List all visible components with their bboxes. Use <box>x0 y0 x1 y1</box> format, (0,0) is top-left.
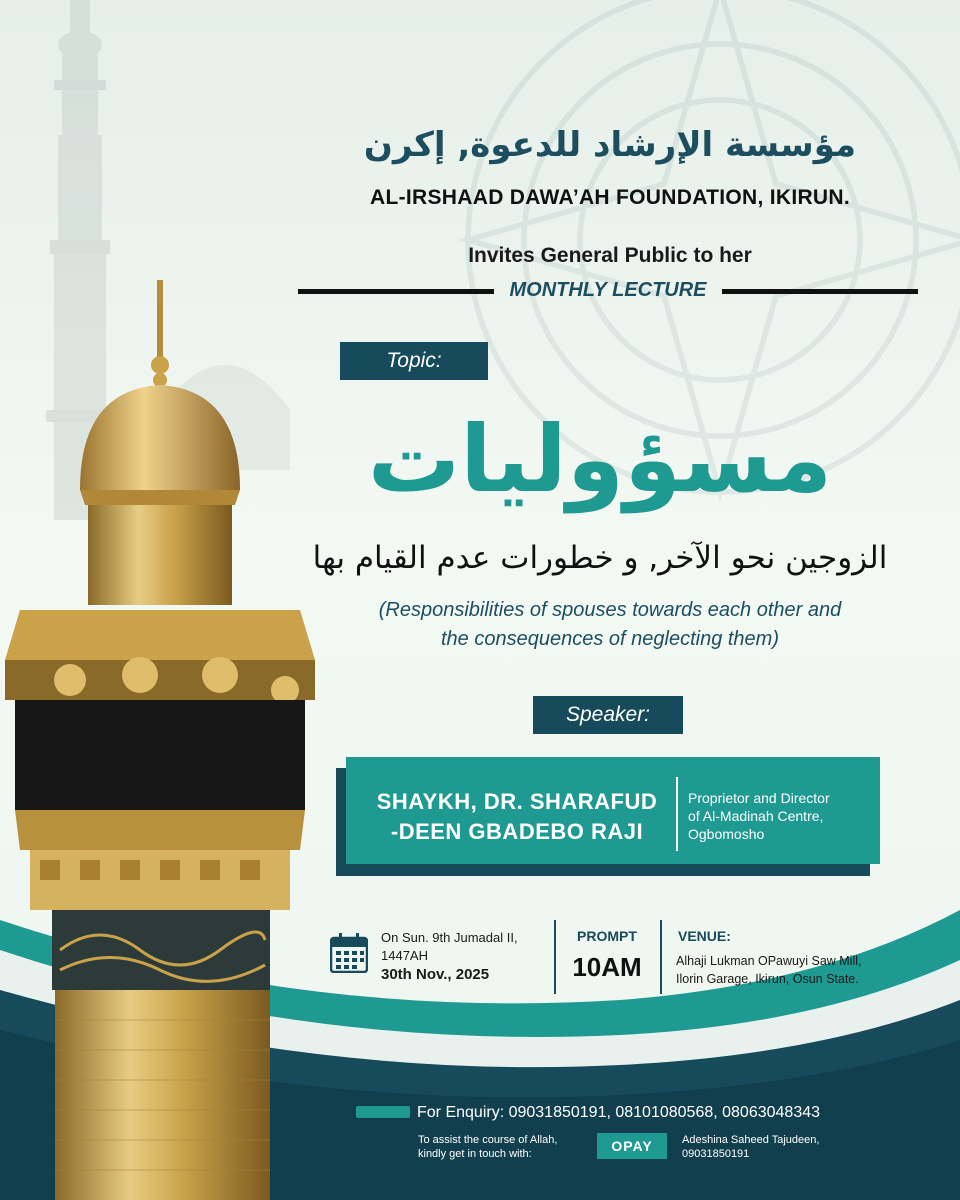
topic-label: Topic: <box>340 342 488 380</box>
speaker-title <box>688 789 878 843</box>
date-hijri <box>381 929 561 965</box>
divider-left <box>298 289 494 294</box>
topic-arabic-title: مسؤوليات <box>367 406 833 513</box>
speaker-divider <box>676 777 678 851</box>
enquiry-contacts: For Enquiry: 09031850191, 08101080568, 08063048343 <box>417 1104 821 1121</box>
speaker-name <box>358 787 676 847</box>
account-name: Adeshina Saheed Tajudeen, <box>682 1134 820 1146</box>
invitation-line: Invites General Public to her <box>468 244 752 267</box>
topic-english-translation <box>330 596 890 654</box>
donation-note-line-1: To assist the course of Allah, <box>418 1134 558 1146</box>
speaker-name-line-2: -DEEN GBADEBO RAJI <box>390 819 644 844</box>
account-number: 09031850191 <box>682 1148 750 1160</box>
speaker-title-line-1: Proprietor and Director <box>688 790 830 806</box>
bank-badge: OPAY <box>597 1133 667 1159</box>
footer-accent-bar <box>356 1106 410 1118</box>
date-hijri-line-1: On Sun. 9th Jumadal II, <box>381 930 518 945</box>
donation-note <box>418 1133 593 1161</box>
minaret-illustration <box>0 280 330 1200</box>
info-divider-2 <box>660 920 662 994</box>
venue-line-1: Alhaji Lukman OPawuyi Saw Mill, <box>676 954 862 968</box>
speaker-label: Speaker: <box>533 696 683 734</box>
venue-address <box>676 952 916 988</box>
donation-note-line-2: kindly get in touch with: <box>418 1148 532 1160</box>
venue-label: VENUE: <box>678 928 731 944</box>
speaker-name-line-1: SHAYKH, DR. SHARAFUD <box>376 789 658 814</box>
topic-english-line-1: (Responsibilities of spouses towards each other and <box>378 599 842 621</box>
venue-line-2: Ilorin Garage, Ikirun, Osun State. <box>676 972 859 986</box>
topic-english-line-2: the consequences of neglecting them) <box>441 628 779 650</box>
calendar-icon <box>330 933 368 973</box>
info-divider-1 <box>554 920 556 994</box>
organization-arabic-name: مؤسسة الإرشاد للدعوة, إكرن <box>363 125 857 165</box>
account-details <box>682 1133 912 1161</box>
organization-english-name: AL-IRSHAAD DAWA’AH FOUNDATION, IKIRUN. <box>370 186 850 209</box>
event-type: MONTHLY LECTURE <box>509 279 707 301</box>
divider-right <box>722 289 918 294</box>
date-hijri-line-2: 1447AH <box>381 948 428 963</box>
prompt-label: PROMPT <box>577 928 637 944</box>
speaker-title-line-2: of Al-Madinah Centre, <box>688 808 824 824</box>
speaker-card <box>346 757 880 864</box>
date-gregorian: 30th Nov., 2025 <box>381 966 490 983</box>
event-time: 10AM <box>572 952 642 982</box>
speaker-title-line-3: Ogbomosho <box>688 826 765 842</box>
topic-arabic-subtitle: الزوجين نحو الآخر, و خطورات عدم القيام بها <box>312 540 888 576</box>
